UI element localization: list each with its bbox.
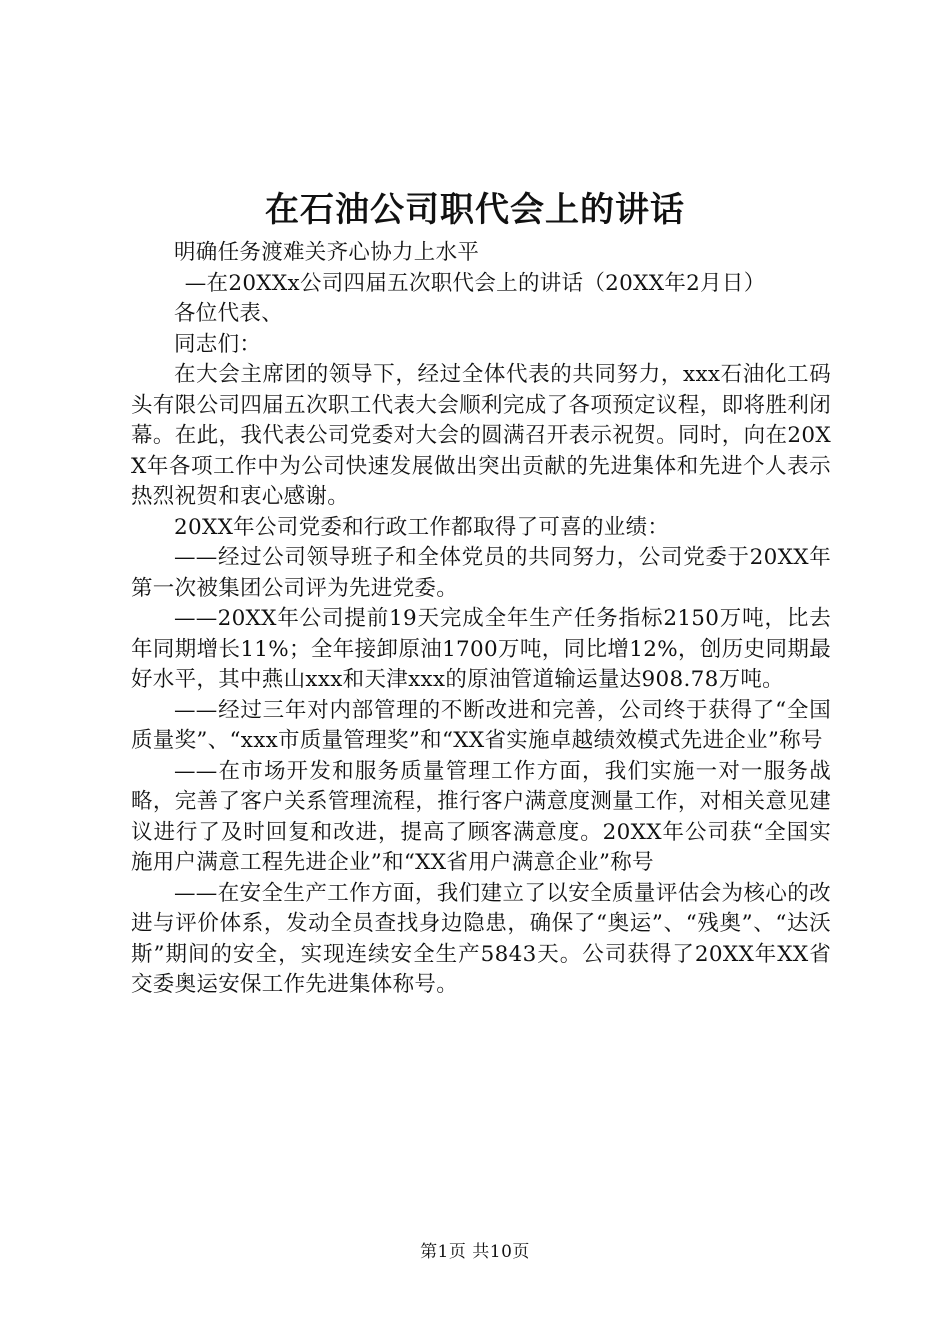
body-paragraph: ——20XX年公司提前19天完成全年生产任务指标2150万吨，比去年同期增长11%；全年接卸原油1700万吨，同比增12%，创历史同期最好水平，其中燕山xxx和天津xxx的原油管道输运量达908.78万吨。 (131, 606, 831, 692)
salutation-line-2: 同志们： (174, 331, 262, 357)
body-paragraph: ——在安全生产工作方面，我们建立了以安全质量评估会为核心的改进与评价体系，发动全员查找身边隐患，确保了“奥运”、“残奥”、“达沃斯”期间的安全，实现连续安全生产5843天。公司获得了20XX年XX省交委奥运安保工作先进集体称号。 (131, 880, 831, 997)
document-title: 在石油公司职代会上的讲话 (265, 190, 685, 230)
body-paragraph: ——经过公司领导班子和全体党员的共同努力，公司党委于20XX年第一次被集团公司评为先进党委。 (131, 545, 831, 601)
body-paragraph: 20XX年公司党委和行政工作都取得了可喜的业绩： (174, 514, 670, 540)
body-paragraph: 在大会主席团的领导下，经过全体代表的共同努力，xxx石油化工码头有限公司四届五次职工代表大会顺利完成了各项预定议程，即将胜利闭幕。在此，我代表公司党委对大会的圆满召开表示祝贺。同时，向在20XX年各项工作中为公司快速发展做出突出贡献的先进集体和先进个人表示热烈祝贺和衷心感谢。 (131, 362, 831, 509)
subtitle: 明确任务渡难关齐心协力上水平 (174, 240, 480, 265)
body-paragraph: ——经过三年对内部管理的不断改进和完善，公司终于获得了“全国质量奖”、“xxx市质量管理奖”和“XX省实施卓越绩效模式先进企业”称号 (131, 697, 831, 753)
page-footer: 第1页 共10页 (420, 1242, 530, 1262)
document-body (131, 238, 831, 1001)
salutation-line-1: 各位代表、 (174, 301, 284, 326)
body-paragraph: ——在市场开发和服务质量管理工作方面，我们实施一对一服务战略，完善了客户关系管理流程，推行客户满意度测量工作，对相关意见建议进行了及时回复和改进，提高了顾客满意度。20XX年公司获“全国实施用户满意工程先进企业”和“XX省用户满意企业”称号 (131, 758, 831, 875)
byline: —在20XXx公司四届五次职代会上的讲话（20XX年2月日） (184, 270, 766, 296)
